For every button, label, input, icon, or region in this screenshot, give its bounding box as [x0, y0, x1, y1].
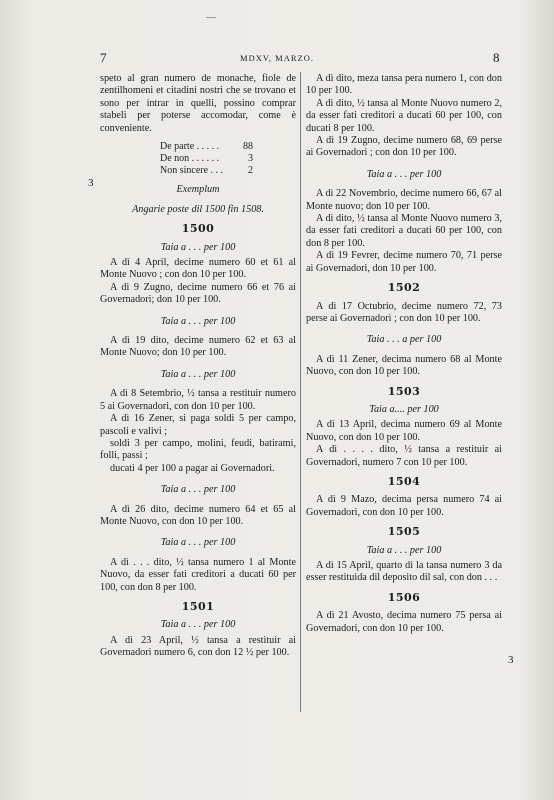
subtitle-heading: Angarie poste dil 1500 fin 1508.	[132, 203, 264, 215]
year-heading: 1500	[181, 222, 215, 236]
taia-heading: Taia a . . . per 100	[160, 368, 236, 380]
taia-heading: Taia a.... per 100	[369, 403, 439, 415]
entry-paragraph: A dì 21 Avosto, decima numero 75 persa ai Governadori, con don 10 per 100.	[306, 610, 502, 634]
entry-paragraph: A dì 26 dito, decime numero 64 et 65 al Monte Nuovo, con don 10 per 100.	[100, 503, 296, 527]
entry-paragraph: A dì . . . dito, ½ tansa numero 1 al Monte Nuovo, da esser fati creditori a ducati 60 per 100, con don 8 per 100.	[100, 556, 296, 593]
left-margin-number: 3	[88, 177, 94, 189]
entry-paragraph: A dì 8 Setembrio, ½ tansa a restituir numero 5 ai Governadori, con don 10 per 100.	[100, 388, 296, 412]
entry-paragraph: A dì dito, ½ tansa al Monte Nuovo numero 2, da esser fati creditori a ducati 60 per 100, con ducati 8 per 100.	[306, 97, 502, 134]
year-heading: 1502	[387, 281, 421, 295]
vote-row	[160, 141, 253, 153]
entry-paragraph: A dì 19 Fevrer, decime numero 70, 71 perse ai Governadori, don 10 per 100.	[306, 250, 502, 274]
taia-heading: Taia a . . . per 100	[160, 241, 236, 253]
entry-paragraph: ducati 4 per 100 a pagar ai Governadori.	[110, 462, 275, 474]
running-header: MDXV, MARZO.	[240, 53, 314, 63]
column-divider	[300, 72, 301, 712]
entry-paragraph: soldi 3 per campo, molini, feudi, batirami, folli, passi ;	[100, 437, 296, 462]
entry-paragraph: A dì 9 Mazo, decima persa numero 74 ai Governadori, con don 10 per 100.	[306, 494, 502, 518]
right-margin-number: 3	[508, 654, 514, 666]
entry-paragraph: A dì 16 Zener, si paga soldi 5 per campo, pascoli e valivi ;	[100, 413, 296, 437]
vote-value: 88	[243, 141, 254, 153]
entry-paragraph: A dì 19 dito, decime numero 62 et 63 al Monte Nuovo; don 10 per 100.	[100, 335, 296, 359]
taia-heading: Taia a . . . per 100	[160, 619, 236, 631]
right-page-number: 8	[493, 50, 500, 65]
year-heading: 1505	[387, 525, 421, 539]
taia-heading: Taia a . . . per 100	[366, 544, 442, 556]
taia-heading: Taia a . . . per 100	[160, 484, 236, 496]
vote-row	[160, 153, 253, 165]
entry-paragraph: A dì . . . . dito, ½ tansa a restituir ai Governadori, numero 7 con 10 per 100.	[306, 444, 502, 468]
taia-heading: Taia a . . . per 100	[160, 537, 236, 549]
entry-paragraph: A dì 23 April, ½ tansa a restituir ai Governadori numero 6, con don 12 ½ per 100.	[100, 634, 296, 659]
taia-heading: Taia a . . . per 100	[366, 168, 442, 180]
year-heading: 1501	[181, 599, 215, 613]
left-column	[100, 73, 296, 660]
vote-label: De non . . . . . .	[160, 152, 220, 164]
entry-paragraph: A dì 11 Zener, decima numero 68 al Monte Nuovo, con don 10 per 100.	[306, 353, 502, 378]
vote-value: 3	[248, 152, 254, 164]
entry-paragraph: A dì dito, ½ tansa al Monte Nuovo numero 3, da esser fati creditori a ducati 60 per 100, con don 8 per 100.	[306, 213, 502, 249]
left-page-number: 7	[100, 50, 107, 65]
vote-row	[160, 165, 253, 177]
ink-mark: —	[206, 12, 216, 23]
intro-paragraph: speto al gran numero de monache, fiole de zentilhomeni et citadini nostri che se trovano et sono per intrar in quelli, possino comprar stabeli per poterse accomodar, come è conveniente.	[100, 73, 296, 134]
vote-table	[160, 141, 253, 176]
entry-paragraph: A dì dito, meza tansa pera numero 1, con don 10 per 100.	[306, 73, 502, 97]
entry-paragraph: A dì 4 April, decime numero 60 et 61 al Monte Nuovo ; con don 10 per 100.	[100, 257, 296, 281]
entry-paragraph: A dì 13 April, decima numero 69 al Monte Nuovo, con don 10 per 100.	[306, 419, 502, 443]
right-column	[306, 73, 502, 635]
entry-paragraph: A dì 9 Zugno, decime numero 66 et 76 ai Governadori; don 10 per 100.	[100, 281, 296, 306]
year-heading: 1504	[387, 474, 421, 488]
exemplum-heading: Exemplum	[176, 184, 220, 196]
entry-paragraph: A dì 19 Zugno, decime numero 68, 69 perse ai Governadori ; con don 10 per 100.	[306, 135, 502, 159]
entry-paragraph: A dì 22 Novembrio, decime numero 66, 67 al Monte nuovo; don 10 per 100.	[306, 188, 502, 212]
vote-label: Non sincere . . .	[160, 164, 224, 176]
entry-paragraph: A dì 15 April, quarto di la tansa numero 3 da esser restituida dil deposito dil sal, con don . . .	[306, 560, 502, 584]
year-heading: 1503	[387, 384, 421, 398]
entry-paragraph: A dì 17 Octubrio, decime numero 72, 73 perse ai Governadori ; con don 10 per 100.	[306, 300, 502, 324]
vote-value: 2	[248, 164, 254, 176]
taia-heading: Taia . . . a per 100	[366, 334, 442, 346]
vote-label: De parte . . . . .	[160, 141, 220, 153]
year-heading: 1506	[387, 590, 421, 604]
taia-heading: Taia a . . . per 100	[160, 315, 236, 327]
